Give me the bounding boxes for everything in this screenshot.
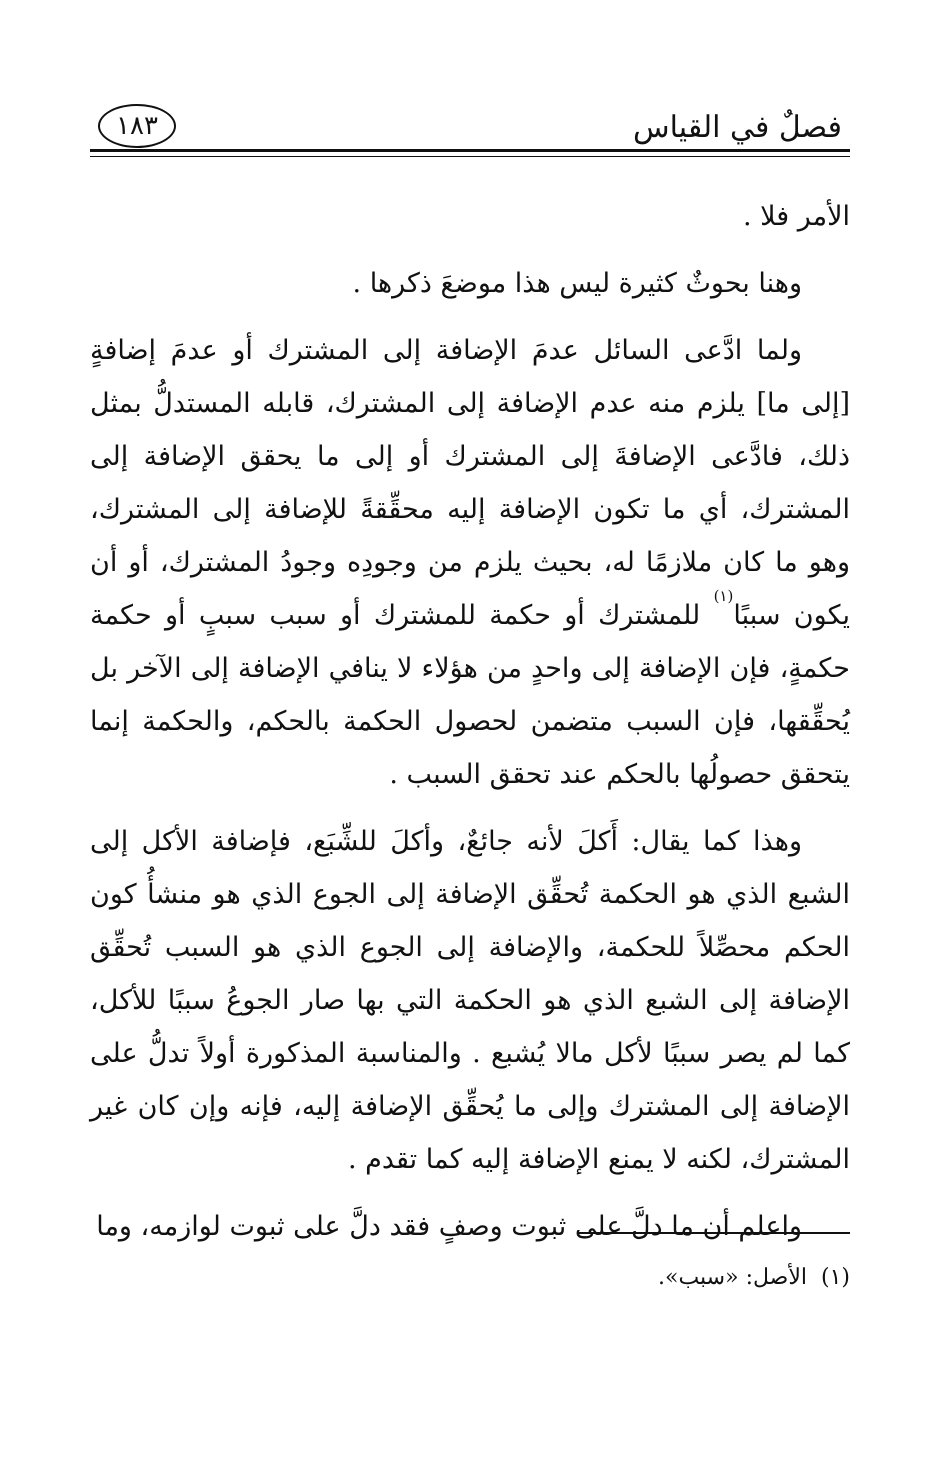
paragraph-3 bbox=[90, 324, 850, 801]
footnote bbox=[78, 1262, 850, 1294]
header-rule-thick bbox=[90, 149, 850, 152]
footnote-reference: (١) bbox=[713, 587, 734, 605]
paragraph-1: الأمر فلا . bbox=[742, 201, 850, 232]
paragraph-3-part-a: ولما ادَّعى السائل عدمَ الإضافة إلى المشترك أو عدمَ إضافةٍ [إلى ما] يلزم منه عدم الإضافة إلى المشترك، قابله المستدلُّ بمثل ذلك، فادَّعى الإضافةَ إلى المشترك أو إلى ما يحقق الإضافة إلى المشترك، أي ما تكون الإضافة إليه محقِّقةً للإضافة إلى المشترك، وهو ما كان ملازمًا له، بحيث يلزم من وجودِه وجودُ المشترك، أو أن يكون سببًا bbox=[90, 335, 850, 631]
footnote-text: الأصل: «سبب». bbox=[657, 1265, 807, 1290]
footnote-marker: (١) bbox=[820, 1265, 850, 1290]
running-title: فصلٌ في القياس bbox=[633, 110, 842, 145]
page-header bbox=[90, 100, 850, 158]
paragraph-5: واعلم أن ما دلَّ على ثبوت وصفٍ فقد دلَّ على ثبوت لوازمه، وما bbox=[96, 1211, 802, 1242]
page-number: ١٨٣ bbox=[98, 104, 176, 148]
header-rule-thin bbox=[90, 156, 850, 157]
main-text bbox=[90, 190, 850, 1267]
paragraph-2: وهنا بحوثٌ كثيرة ليس هذا موضعَ ذكرها . bbox=[352, 268, 802, 299]
footnote-separator bbox=[578, 1232, 850, 1234]
paragraph-3-part-b: للمشترك أو حكمة للمشترك أو سبب سببٍ أو حكمة حكمةٍ، فإن الإضافة إلى واحدٍ من هؤلاء لا ينافي الإضافة إلى الآخر بل يُحقِّقها، فإن السبب متضمن لحصول الحكمة بالحكم، والحكمة إنما يتحقق حصولُها بالحكم عند تحقق السبب . bbox=[90, 600, 850, 790]
paragraph-4: وهذا كما يقال: أَكلَ لأنه جائعٌ، وأكلَ للشِّبَع، فإضافة الأكل إلى الشبع الذي هو الحكمة تُحقِّق الإضافة إلى الجوع الذي هو منشأُ كون الحكم محصِّلاً للحكمة، والإضافة إلى الجوع الذي هو السبب تُحقِّق الإضافة إلى الشبع الذي هو الحكمة التي بها صار الجوعُ سببًا للأكل، كما لم يصر سببًا لأكل مالا يُشبع . والمناسبة المذكورة أولاً تدلُّ على الإضافة إلى المشترك وإلى ما يُحقِّق الإضافة إليه، فإنه وإن كان غير المشترك، لكنه لا يمنع الإضافة إليه كما تقدم . bbox=[90, 826, 850, 1175]
